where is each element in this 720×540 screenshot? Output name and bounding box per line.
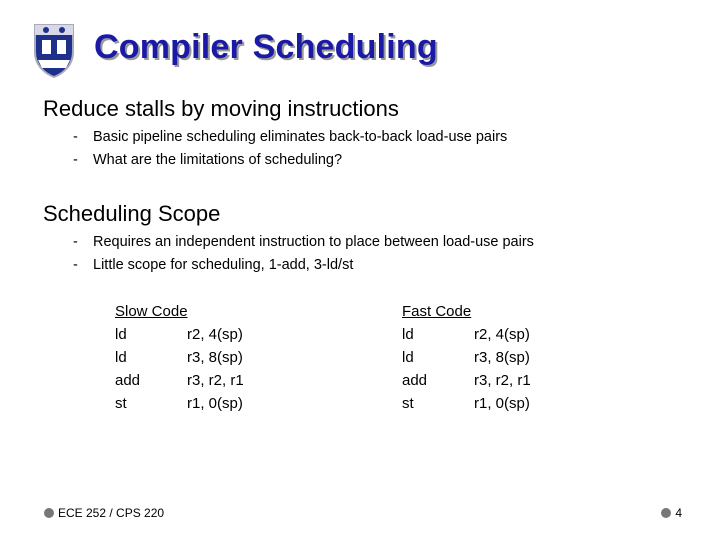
code-args: r1, 0(sp) <box>474 395 530 412</box>
slow-code-block <box>115 300 244 415</box>
code-row <box>115 346 244 369</box>
page-number-label: 4 <box>675 506 682 520</box>
bullet-text: Requires an independent instruction to place between load-use pairs <box>93 234 534 250</box>
section-bullets-scope <box>73 231 534 277</box>
code-op: add <box>115 372 141 389</box>
bullet-dot-icon <box>661 508 671 518</box>
code-row <box>402 392 531 415</box>
code-row <box>402 323 531 346</box>
code-row <box>402 346 531 369</box>
code-args: r3, r2, r1 <box>474 372 531 389</box>
code-args: r3, 8(sp) <box>187 349 243 366</box>
code-args: r1, 0(sp) <box>187 395 243 412</box>
bullet-dot-icon <box>44 508 54 518</box>
code-args: r3, r2, r1 <box>187 372 244 389</box>
fast-code-heading: Fast Code <box>402 303 472 320</box>
bullet-marker: - <box>73 152 78 168</box>
section-heading-scope: Scheduling Scope <box>43 201 221 226</box>
bullet-marker: - <box>73 129 78 145</box>
section-heading-stalls: Reduce stalls by moving instructions <box>43 96 399 121</box>
code-op: st <box>115 395 127 412</box>
footer-course <box>44 506 164 520</box>
code-op: ld <box>402 349 414 366</box>
code-op: ld <box>115 349 127 366</box>
code-args: r2, 4(sp) <box>187 326 243 343</box>
code-op: ld <box>402 326 414 343</box>
footer-course-label: ECE 252 / CPS 220 <box>58 506 165 520</box>
bullet-marker: - <box>73 234 78 250</box>
bullet-item <box>73 231 534 254</box>
code-row <box>115 369 244 392</box>
code-row <box>115 323 244 346</box>
university-shield-logo <box>32 22 76 78</box>
fast-code-block <box>402 300 531 415</box>
code-args: r2, 4(sp) <box>474 326 530 343</box>
code-op: ld <box>115 326 127 343</box>
bullet-text: Basic pipeline scheduling eliminates back-to-back load-use pairs <box>93 129 508 145</box>
bullet-text: What are the limitations of scheduling? <box>93 152 343 168</box>
bullet-marker: - <box>73 257 78 273</box>
code-op: add <box>402 372 428 389</box>
bullet-text: Little scope for scheduling, 1-add, 3-ld/st <box>93 257 354 273</box>
bullet-item <box>73 126 507 149</box>
bullet-item <box>73 149 507 172</box>
code-row <box>402 369 531 392</box>
bullet-item <box>73 254 534 277</box>
section-bullets-stalls <box>73 126 507 172</box>
code-args: r3, 8(sp) <box>474 349 530 366</box>
slow-code-heading: Slow Code <box>115 303 188 320</box>
code-row <box>115 392 244 415</box>
slide-title: Compiler Scheduling <box>94 28 438 66</box>
page-number <box>661 506 682 520</box>
code-op: st <box>402 395 414 412</box>
